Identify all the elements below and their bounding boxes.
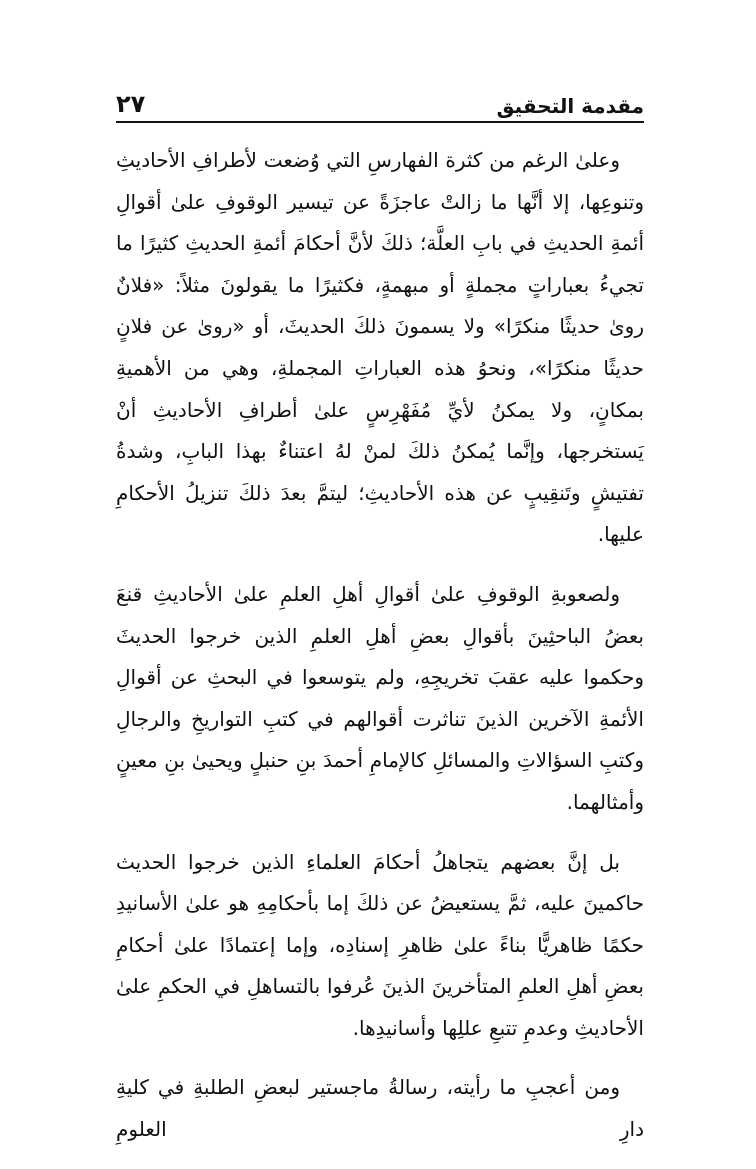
page-number: ٢٧ — [116, 90, 146, 118]
running-title: مقدمة التحقيق — [496, 94, 644, 118]
paragraph: بل إنَّ بعضهم يتجاهلُ أحكامَ العلماءِ الذين خرجوا الحديث حاكمينَ عليه، ثمَّ يستعيضُ عن ذلكَ إما بأحكامِهِ هو علىٰ الأسانيدِ حكمًا ظاهريًّا بناءً علىٰ ظاهرِ إسنادِه، وإما إعتمادًا علىٰ أحكامِ بعضِ أهلِ العلمِ المتأخرينَ الذينَ عُرفوا بالتساهلِ في الحكمِ علىٰ الأحاديثِ وعدمِ تتبعِ عللِها وأسانيدِها. — [116, 849, 644, 1040]
paragraph: ولصعوبةِ الوقوفِ علىٰ أقوالِ أهلِ العلمِ علىٰ الأحاديثِ قنعَ بعضُ الباحثِينَ بأقوالِ بعضِ أهلِ العلمِ الذين خرجوا الحديثَ وحكموا عليه عقبَ تخريجِهِ، ولم يتوسعوا في البحثِ عن أقوالِ الأئمةِ الآخرين الذينَ تناثرت أقوالهم في كتبِ التواريخِ والرجالِ وكتبِ السؤالاتِ والمسائلِ كالإمامِ أحمدَ بنِ حنبلٍ ويحيىٰ بنِ معينٍ وأمثالهما. — [116, 581, 644, 814]
body-text — [116, 140, 644, 1169]
page-header — [116, 82, 644, 118]
paragraph: ومن أعجبِ ما رأيته، رسالةُ ماجستير لبعضِ الطلبةِ في كليةِ دارِ العلومِ — [116, 1075, 644, 1142]
paragraph: وعلىٰ الرغم من كثرة الفهارسِ التي وُضعت لأطرافِ الأحاديثِ وتنوعِها، إلا أنَّها ما زالتْ عاجزَةً عن تيسير الوقوفِ علىٰ أقوالِ أئمةِ الحديثِ في بابِ العلَّة؛ ذلكَ لأنَّ أحكامَ أئمةِ الحديثِ كثيرًا ما تجيءُ بعباراتٍ مجملةٍ أو مبهمةٍ، فكثيرًا ما يقولونَ مثلاً: «فلانٌ روىٰ حديثًا منكرًا» ولا يسمونَ ذلكَ الحديثَ، أو «روىٰ عن فلانٍ حديثًا منكرًا»، ونحوُ هذه العباراتِ المجملةِ، وهي من الأهميةِ بمكانٍ، ولا يمكنُ لأيِّ مُفَهْرِسٍ علىٰ أطرافِ الأحاديثِ أنْ يَستخرجها، وإنَّما يُمكنُ ذلكَ لمنْ لهُ اعتناءٌ بهذا البابِ، وشدةُ تفتيشٍ وتَنقِيبٍ عن هذه الأحاديثِ؛ ليتمَّ بعدَ ذلكَ تنزيلُ الأحكامِ عليها. — [116, 148, 644, 547]
header-rule — [116, 121, 644, 123]
